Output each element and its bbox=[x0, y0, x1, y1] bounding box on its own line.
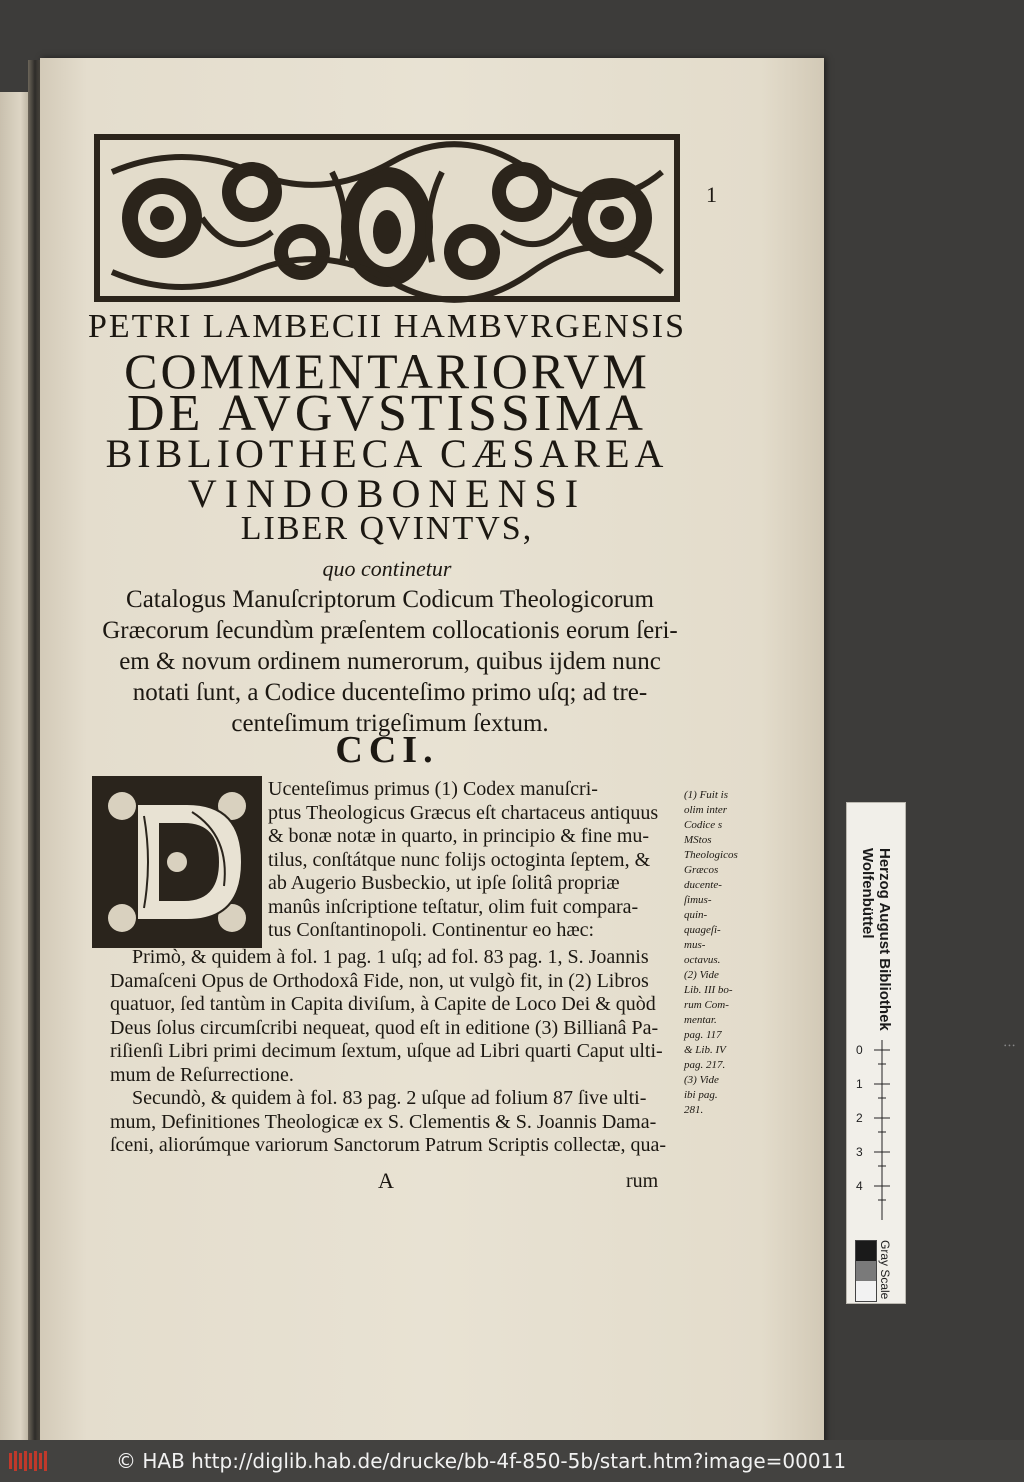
subtitle-quo-continetur: quo continetur bbox=[322, 556, 452, 581]
gray-scale-label: Gray Scale bbox=[878, 1240, 892, 1300]
text-line: Primò, & quidem à fol. 1 pag. 1 uſq; ad fol. 83 pag. 1, S. Joannis bbox=[132, 946, 649, 968]
ruler-tick-2: 2 bbox=[856, 1111, 863, 1125]
title-author: PETRI LAMBECII HAMBVRGENSIS bbox=[87, 308, 687, 345]
library-name bbox=[859, 848, 893, 1031]
marginal-note-line: olim inter bbox=[684, 804, 728, 816]
ornamental-headpiece bbox=[92, 132, 682, 304]
decorated-initial-d bbox=[92, 776, 262, 948]
ruler-tick-4: 4 bbox=[856, 1179, 863, 1193]
text-line: mum, Definitiones Theologicæ ex S. Clementis & S. Joannis Dama- bbox=[110, 1110, 657, 1133]
text-line: ab Augerio Busbeckio, ut ipſe ſolitâ propriæ bbox=[268, 872, 620, 894]
description-line: notati ſunt, a Codice ducenteſimo primo uſq; ad tre- bbox=[132, 679, 648, 706]
ruler-tick-3: 3 bbox=[856, 1145, 863, 1159]
page-number: 1 bbox=[706, 182, 717, 207]
marginal-note-line: ibi pag. bbox=[684, 1089, 718, 1101]
text-line: Ucenteſimus primus (1) Codex manuſcri- bbox=[268, 778, 598, 800]
description-line: Græcorum ſecundùm præſentem collocationis eorum ſeri- bbox=[102, 617, 678, 644]
marginal-note-line: Græcos bbox=[684, 864, 719, 876]
title-line-2: COMMENTARIORVM bbox=[124, 343, 650, 399]
text-line: quatuor, ſed tantùm in Capita diviſum, à Capite de Loco Dei & quòd bbox=[110, 993, 656, 1015]
text-line: & bonæ notæ in quarto, in principio & fine mu- bbox=[268, 825, 650, 847]
marginal-note-line: rum Com- bbox=[684, 999, 729, 1011]
hab-logo-icon bbox=[8, 1449, 48, 1473]
marginal-note-line: 281. bbox=[684, 1104, 704, 1116]
signature-mark: A bbox=[378, 1168, 394, 1193]
marginal-note-line: mus- bbox=[684, 939, 706, 951]
edge-marks: • • • bbox=[1004, 1042, 1015, 1050]
entry-body bbox=[110, 946, 684, 1158]
marginal-note-line: (2) Vide bbox=[684, 969, 719, 981]
title-line-5: VINDOBONENSI bbox=[187, 471, 587, 516]
library-name-line1: Herzog August Bibliothek bbox=[876, 848, 893, 1031]
marginal-note-line: ſimus- bbox=[684, 894, 712, 906]
description-line: centeſimum trigeſimum ſextum. bbox=[231, 710, 549, 737]
text-line: Deus ſolus circumſcribi nequeat, quod eſt in editione (3) Billianâ Pa- bbox=[110, 1016, 659, 1039]
text-line: ſceni, aliorúmque variorum Sanctorum Patrum Scriptis collectæ, qua- bbox=[110, 1134, 666, 1156]
marginal-note-line: pag. 117 bbox=[684, 1029, 722, 1041]
title-line-6: LIBER QVINTVS, bbox=[240, 510, 534, 547]
marginal-note-line: quin- bbox=[684, 909, 708, 921]
marginal-note-line: (1) Fuit is bbox=[684, 789, 728, 801]
description-line: em & novum ordinem numerorum, quibus ijdem nunc bbox=[119, 648, 661, 675]
marginal-note-line: MStos bbox=[684, 834, 712, 846]
marginal-notes bbox=[684, 788, 754, 1118]
text-line: riſienſi Libri primi decimum ſextum, uſque ad Libri quarti Caput ulti- bbox=[110, 1040, 663, 1062]
text-line: mum de Reſurrectione. bbox=[110, 1063, 294, 1086]
swatch-gray bbox=[856, 1261, 876, 1281]
footer-bar bbox=[0, 1440, 1024, 1482]
marginal-note-line: octavus. bbox=[684, 954, 721, 966]
marginal-note-line: Codice s bbox=[684, 819, 723, 831]
catalogue-description bbox=[92, 584, 688, 739]
entry-opening bbox=[268, 778, 684, 943]
marginal-note-line: Theologicos bbox=[684, 849, 738, 861]
marginal-note-line: ducente- bbox=[684, 879, 722, 891]
swatch-black bbox=[856, 1241, 876, 1261]
title-line-3: DE AVGVSTISSIMA bbox=[127, 385, 647, 442]
marginal-note-line: quageſi- bbox=[684, 924, 721, 936]
marginal-note-line: Lib. III bo- bbox=[684, 984, 733, 996]
description-line: Catalogus Manuſcriptorum Codicum Theologicorum bbox=[126, 586, 654, 613]
ruler-tick-0: 0 bbox=[856, 1043, 863, 1057]
text-line: ptus Theologicus Græcus eſt chartaceus antiquus bbox=[268, 801, 659, 824]
marginal-note-line: pag. 217. bbox=[684, 1059, 726, 1071]
text-line: tus Conſtantinopoli. Continentur eo hæc: bbox=[268, 919, 595, 941]
marginal-note-line: (3) Vide bbox=[684, 1074, 719, 1086]
copyright-url[interactable]: © HAB http://diglib.hab.de/drucke/bb-4f-850-5b/start.htm?image=00011 bbox=[116, 1449, 847, 1473]
title-line-4: BIBLIOTHECA CÆSAREA bbox=[105, 431, 669, 476]
text-line: manûs inſcriptione teſtatur, olim fuit compara- bbox=[268, 895, 639, 918]
text-line: Damaſceni Opus de Orthodoxâ Fide, non, ut vulgò fit, in (2) Libros bbox=[110, 969, 649, 992]
ruler-tick-1: 1 bbox=[856, 1077, 863, 1091]
gray-scale-swatches bbox=[855, 1240, 877, 1302]
marginal-note-line: & Lib. IV bbox=[684, 1044, 726, 1056]
text-line: Secundò, & quidem à fol. 83 pag. 2 uſque ad folium 87 ſive ulti- bbox=[132, 1087, 647, 1109]
section-number: CCI. bbox=[335, 729, 439, 771]
catchword: rum bbox=[626, 1170, 659, 1192]
centimeter-ruler bbox=[852, 1040, 898, 1220]
swatch-white bbox=[856, 1281, 876, 1301]
marginal-note-line: mentar. bbox=[684, 1014, 717, 1026]
library-name-line2: Wolfenbüttel bbox=[859, 848, 876, 939]
text-line: tilus, conſtátque nunc folijs octoginta ſeptem, & bbox=[268, 848, 651, 871]
